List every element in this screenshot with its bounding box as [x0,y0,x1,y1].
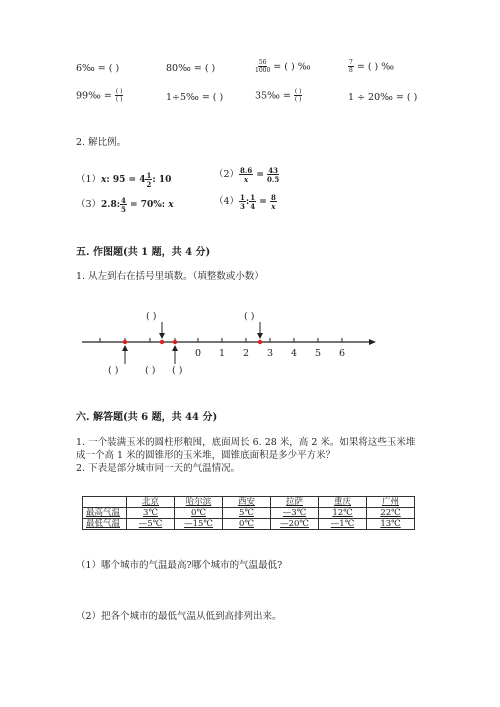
table-cell: 0℃ [223,519,271,530]
up-arrowhead-icon [172,345,178,351]
city-header: 广州 [367,497,415,508]
proportion-2 [214,166,279,183]
fraction-numerator: 1 [240,192,245,202]
point-marker [258,340,262,344]
minor-ticks [100,338,342,342]
blank-35-permille [255,89,302,103]
tick-label: 0 [195,348,202,359]
city-header: 拉萨 [271,497,319,508]
variable-x: x [168,200,174,210]
fraction-numerator: 4 [121,195,126,205]
expression-rest: = ( ) ‰ [353,61,395,73]
city-header: 哈尔滨 [175,497,223,508]
bottom-blank-3: ( ) [172,365,183,376]
table-cell: —15℃ [175,519,223,530]
fraction-numerator: 8.6 [240,165,253,175]
fraction-numerator: 1 [250,192,256,202]
equals-sign: = [253,170,268,180]
number-line [80,306,380,378]
proportion-1 [76,171,171,188]
expression-part: : 10 [152,175,172,185]
down-arrowhead-icon [257,333,263,339]
city-header: 重庆 [319,497,367,508]
blank-56-over-1000 [255,60,310,74]
table-cell: 5℃ [223,508,271,519]
variable-x: x [101,175,107,185]
temperature-table [82,496,415,530]
section-5-heading: 五. 作图题(共 1 题，共 4 分) [76,247,211,258]
blank-80-permille: 80‰ = ( ) [166,63,216,74]
blank-1-div-5-permille: 1÷5‰ = ( ) [166,92,224,103]
down-arrowhead-icon [159,333,165,339]
table-cell: —20℃ [271,519,319,530]
ratio-sign: : [245,197,250,207]
proportion-3 [76,196,174,213]
fraction-denominator: 3 [240,201,245,211]
fraction-numerator: ( ) [294,88,302,95]
section-6-question-2: 2. 下表是部分城市同一天的气温情况。 [76,463,241,474]
equals-sign: = [256,197,270,207]
section-6-question-1-line-1: 1. 一个装满玉米的圆柱形粮囤，底面周长 6. 28 米，高 2 米。如果将这些玉米堆 [76,437,416,448]
fraction-denominator: x [271,201,276,211]
top-blank-2: ( ) [244,311,255,322]
fraction-numerator: ( ) [115,88,123,95]
table-row [83,519,415,530]
table-cell: 13℃ [367,519,415,530]
tick-label: 3 [267,348,274,359]
expression-part: : 95 = 4 [106,175,146,185]
tick-label: 6 [339,348,346,359]
tick-label: 1 [219,348,226,359]
fraction-numerator: 56 [258,59,267,66]
sub-question-1: （1）哪个城市的气温最高?哪个城市的气温最低? [76,560,283,571]
table-cell: 3℃ [127,508,175,519]
item-label: （4） [214,196,240,207]
bottom-blank-1: ( ) [108,365,119,376]
arrowhead-icon [369,339,376,345]
table-cell: 0℃ [175,508,223,519]
fraction-numerator: 8 [270,192,276,202]
city-header: 北京 [127,497,175,508]
section-5-question-1: 1. 从左到右在括号里填数。（填整数或小数） [76,271,264,282]
point-marker [160,340,164,344]
point-marker [173,340,177,344]
item-label: （2） [214,169,240,180]
table-row [83,508,415,519]
expression-prefix: 35‰ = [255,90,294,102]
blank-1-div-20-permille: 1 ÷ 20‰ = ( ) [348,92,418,103]
point-marker [123,340,127,344]
blank-6-permille: 6‰ = ( ) [76,63,120,74]
table-cell: —3℃ [271,508,319,519]
table-cell: —5℃ [127,519,175,530]
expression-rest: = ( ) ‰ [270,61,311,73]
blank-99-permille [76,89,123,103]
tick-label: 5 [315,348,322,359]
city-header: 西安 [223,497,271,508]
proportion-4 [214,193,277,210]
item-label: （1） [76,174,102,185]
section-6-question-1-line-2: 成一个高 1 米的圆锥形的玉米堆，圆锥底面积是多少平方米？ [76,450,336,461]
table-cell: —1℃ [319,519,367,530]
tick-label: 4 [291,348,298,359]
fraction-denominator: x [244,174,249,184]
section-6-heading: 六. 解答题(共 6 题，共 44 分) [76,412,218,423]
row-header: 最高气温 [83,508,127,519]
fraction-denominator: 0.5 [267,174,280,184]
table-cell: 22℃ [367,508,415,519]
sub-question-2: （2）把各个城市的最低气温从低到高排列出来。 [76,611,282,622]
expression-part: = 70%: [126,200,169,210]
fraction-denominator: ( ) [294,96,302,103]
fraction-denominator: 8 [349,67,353,74]
fraction-denominator: ( ) [115,96,123,103]
fraction-numerator: 1 [146,170,152,180]
item-label: （3） [76,199,102,210]
table-cell: 12℃ [319,508,367,519]
table-corner-cell [83,497,127,508]
fraction-denominator: 5 [121,204,126,214]
fraction-denominator: 1000 [255,67,271,74]
fraction-numerator: 43 [268,165,279,175]
bottom-blank-2: ( ) [145,365,156,376]
top-blank-1: ( ) [146,311,157,322]
table-header-row [83,497,415,508]
fraction-numerator: 7 [349,59,353,66]
blank-7-over-8 [348,60,394,74]
expression-part: 2.8: [101,200,121,210]
expression-prefix: 99‰ = [76,90,115,102]
fraction-denominator: 2 [146,179,152,189]
row-header: 最低气温 [83,519,127,530]
up-arrowhead-icon [122,345,128,351]
question-2-title: 2. 解比例。 [76,137,127,148]
tick-label: 2 [243,348,250,359]
fraction-denominator: 4 [250,201,256,211]
